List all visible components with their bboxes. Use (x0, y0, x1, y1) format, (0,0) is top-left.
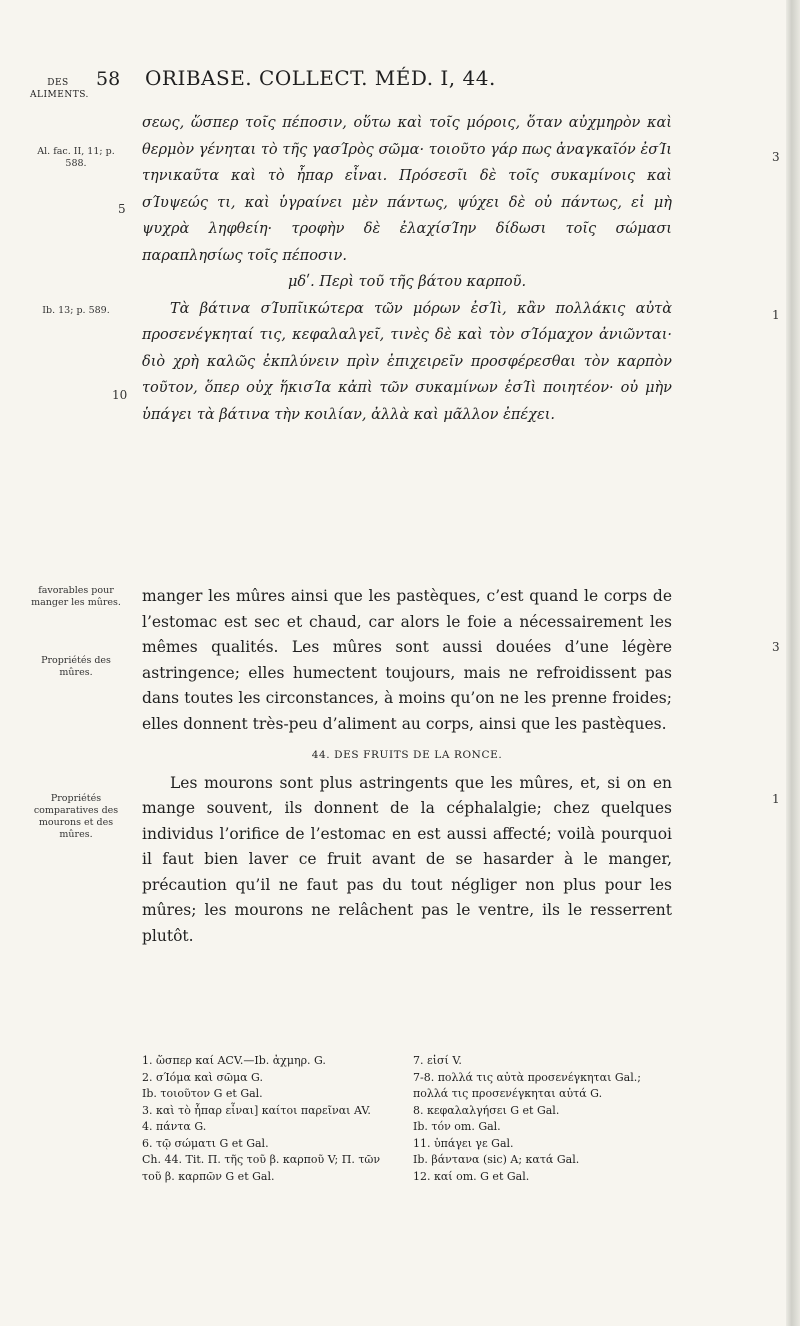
margin-reference: Ib. 13; p. 589. (42, 305, 110, 316)
line-number: 3 (772, 640, 780, 654)
apparatus-note: 3. καὶ τὸ ἧπαρ εἶναι] καίτοι παρεῖναι AV. (142, 1103, 371, 1117)
line-number: 10 (112, 388, 128, 402)
margin-note: favorables pour manger les mûres. (31, 585, 121, 608)
apparatus-note: 2. σΊόμα καὶ σῶμα G. (142, 1070, 263, 1084)
apparatus-note: 7-8. πολλά τις αὐτὰ προσενέγκηται Gal.; πολλά τις προσενέγκηται αὐτά G. (413, 1070, 641, 1100)
line-number: 1 (772, 792, 780, 806)
apparatus-note: Ib. βάντανα (sic) A; κατά Gal. (413, 1153, 580, 1166)
french-translation (142, 584, 672, 949)
critical-apparatus (142, 1053, 662, 1185)
margin-reference: Al. fac. II, 11; p. 588. (37, 146, 115, 169)
page-edge (786, 0, 800, 1326)
line-number: 1 (772, 308, 780, 322)
greek-chapter-heading: μδʹ. Περὶ τοῦ τῆς βάτου καρποῦ. (287, 274, 527, 290)
french-chapter-heading: 44. DES FRUITS DE LA RONCE. (311, 749, 503, 761)
line-number: 3 (772, 150, 780, 164)
page-number: 58 (96, 68, 121, 90)
apparatus-note: Ch. 44. Tit. Π. τῆς τοῦ β. καρποῦ V; Π. τῶν τοῦ β. καρπῶν G et Gal. (142, 1153, 381, 1183)
apparatus-note: 1. ὥσπερ καί ACV.—Ib. ἀχμηρ. G. (142, 1054, 326, 1067)
french-paragraph: Les mourons sont plus astringents que les mûres, et, si on en mange souvent, ils donnent de la céphalalgie; chez quelques individus l’orifice de l’estomac en est aussi affecté; voilà pourquoi il faut bien laver ce fruit avant de se hasarder à le manger, précaution qu’il ne faut pas du tout négliger non plus pour les mûres; les mourons ne relâchent pas le ventre, ils le resserrent plutôt. (142, 773, 672, 945)
apparatus-note: 8. κεφαλαλγήσει G et Gal. (413, 1103, 560, 1117)
page-title: ORIBASE. COLLECT. MÉD. I, 44. (145, 66, 496, 90)
margin-note: Propriétés comparatives des mourons et des mûres. (33, 793, 119, 840)
line-number: 5 (118, 202, 126, 216)
apparatus-note: Ib. τοιοῦτον G et Gal. (142, 1087, 263, 1100)
apparatus-note: Ib. τόν om. Gal. (413, 1120, 501, 1133)
apparatus-note: 4. πάντα G. (142, 1120, 207, 1133)
apparatus-note: 7. εἰσί V. (413, 1054, 462, 1067)
notes-left-column (142, 1053, 391, 1185)
apparatus-note: 11. ὑπάγει γε Gal. (413, 1136, 514, 1150)
greek-paragraph: σεως, ὥσπερ τοῖς πέποσιν, οὕτω καὶ τοῖς μόροις, ὅταν αὐχμηρὸν καὶ θερμὸν γένηται τὸ τῆς γασΊρὸς σῶμα· τοιοῦτο γάρ πως ἀναγκαῖόν ἐσΊι τηνικαῦτα καὶ τὸ ἧπαρ εἶναι. Πρόσεσῖι δὲ τοῖς συκαμίνοις καὶ σΊυψεώς τι, καὶ ὑγραίνει μὲν πάντως, ψύχει δὲ οὐ πάντως, εἰ μὴ ψυχρὰ ληφθείη· τροφὴν δὲ ἐλαχίσΊην δίδωσι τοῖς σώμασι παραπλησίως τοῖς πέποσιν. (142, 115, 672, 264)
french-paragraph: manger les mûres ainsi que les pastèques, c’est quand le corps de l’estomac est sec et chaud, car alors le foie a nécessairement les mêmes qualités. Les mûres sont aussi douées d’une légère astringence; elles humectent toujours, mais ne refroidissent pas dans toutes les circonstances, à moins qu’on ne les prenne froides; elles donnent très-peu d’aliment au corps, ainsi que les pastèques. (142, 587, 672, 733)
margin-note: Propriétés des mûres. (41, 655, 111, 678)
running-head-left: DES ALIMENTS. (30, 78, 89, 100)
apparatus-note: 6. τῷ σώματι G et Gal. (142, 1136, 269, 1150)
apparatus-note: 12. καί om. G et Gal. (413, 1169, 530, 1183)
greek-paragraph: Τὰ βάτινα σΊυπῖικώτερα τῶν μόρων ἐσΊὶ, κἂν πολλάκις αὐτὰ προσενέγκηταί τις, κεφαλαλγεῖ, τινὲς δὲ καὶ τὸν σΊόμαχον ἀνιῶνται· διὸ χρὴ καλῶς ἐκπλύνειν πρὶν ἐπιχειρεῖν προσφέρεσθαι τὸν καρπὸν τοῦτον, ὅπερ οὐχ ἥκισΊα κἀπὶ τῶν συκαμίνων ἐσΊὶ ποιητέον· οὐ μὴν ὑπάγει τὰ βάτινα τὴν κοιλίαν, ἀλλὰ καὶ μᾶλλον ἐπέχει. (142, 300, 672, 423)
greek-text (142, 110, 672, 428)
notes-right-column (413, 1053, 662, 1185)
